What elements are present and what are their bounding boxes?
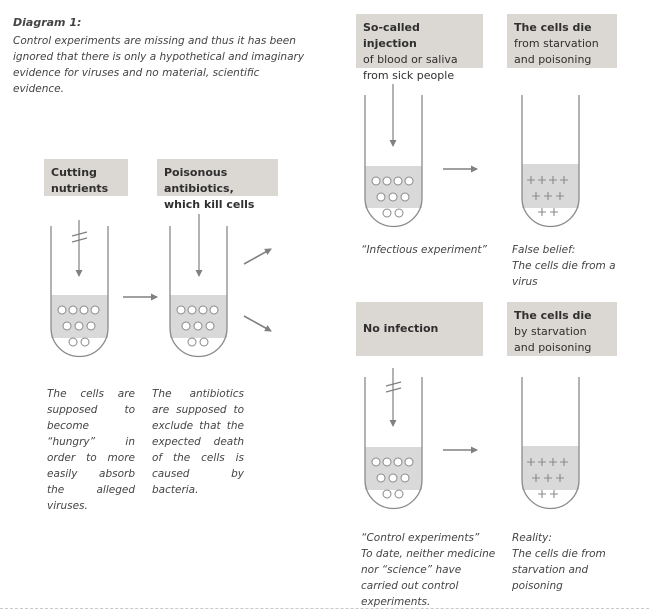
test-tube-infection: [365, 84, 422, 227]
box-die-bottom-line1: The cells die: [514, 309, 592, 322]
box-antibiotics-line1: Poisonous antibiotics,: [164, 166, 234, 195]
tube-liquid: [522, 164, 579, 208]
note-infectious-experiment: “Infectious experiment”: [361, 244, 487, 256]
box-die-bottom-line2: by starvation: [514, 325, 587, 338]
box-injection-line2: of blood or saliva: [363, 53, 458, 66]
box-die-top-line1: The cells die: [514, 21, 592, 34]
box-injection-line1: So-called injection: [363, 21, 420, 50]
box-cutting-line2: nutrients: [51, 182, 109, 195]
note-reality-text: The cells die from starvation and poisoning: [512, 548, 606, 592]
box-antibiotics-line2: which kill cells: [164, 198, 255, 211]
box-no-infection-line1: No infection: [363, 322, 439, 335]
diagram-title: Diagram 1:: [13, 16, 82, 29]
box-cutting-line1: Cutting: [51, 166, 97, 179]
tube-liquid: [365, 447, 422, 490]
tube-liquid: [365, 166, 422, 208]
note-reality-label: Reality:: [512, 532, 552, 544]
test-tube-control: [365, 368, 422, 509]
box-injection-line3: from sick people: [363, 69, 455, 82]
box-die-top-line2: from starvation: [514, 37, 599, 50]
note-false-belief-label: False belief:: [512, 244, 576, 256]
tube-liquid: [51, 295, 108, 338]
note-control-text: To date, neither medicine nor “science” have carried out control experiments.: [361, 548, 496, 608]
test-tube-dead-top: [522, 95, 579, 227]
note-false-belief-text: The cells die from a virus: [512, 260, 616, 288]
note-cells-hungry: The cells are supposed to become “hungry” in order to more easily absorb the alleged viruses.: [47, 388, 135, 512]
tube-liquid: [522, 446, 579, 490]
box-die-top-line3: and poisoning: [514, 53, 592, 66]
tube-liquid: [170, 295, 227, 338]
note-control-label: “Control experiments”: [361, 532, 480, 544]
test-tube-antibiotics: [170, 214, 227, 357]
arrow-branch-down: [244, 316, 271, 331]
test-tube-cutting: [51, 220, 108, 357]
box-die-bottom-line3: and poisoning: [514, 341, 592, 354]
diagram-description: Control experiments are missing and thus it has been ignored that there is only a hypothetical and imaginary evidence for viruses and no material, scientific evidence.: [13, 35, 305, 95]
arrow-branch-up: [244, 249, 271, 264]
test-tube-dead-bottom: [522, 377, 579, 509]
note-antibiotics: The antibiotics are supposed to exclude that the expected death of the cells is caused by bacteria.: [152, 388, 244, 496]
